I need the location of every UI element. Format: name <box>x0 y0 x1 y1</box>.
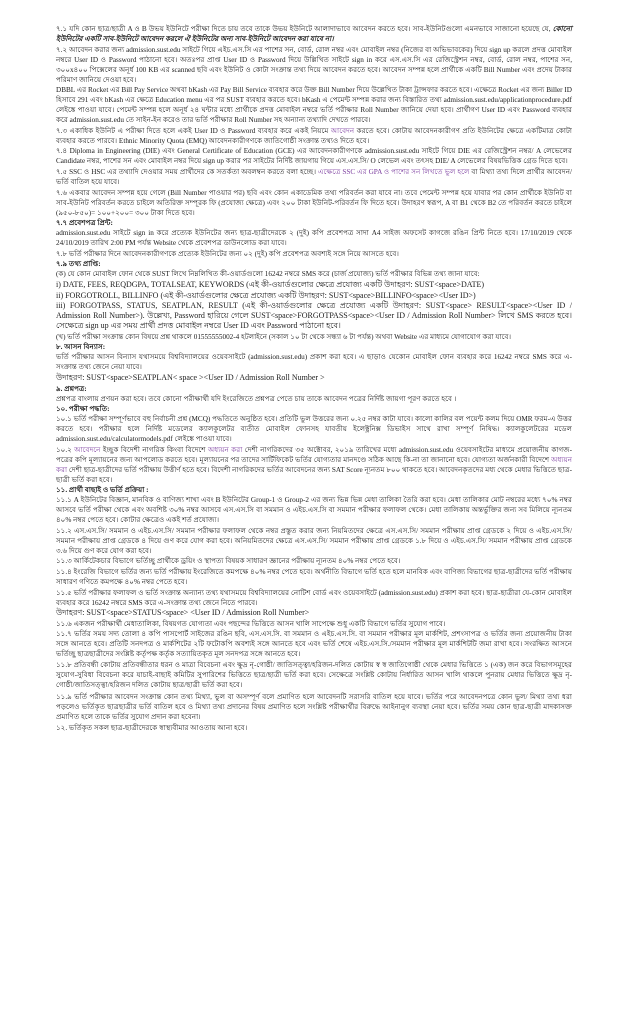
section-9: প্রশ্নপত্র বাংলায় প্রণয়ন করা হবে। তবে কোনো পরীক্ষার্থী যদি ইংরেজিতে প্রশ্নপত্র পেতে চায় তাকে আবেদন পত্রের নির্দিষ্ট জায়গা পূরণ করতে হবে । <box>56 394 457 403</box>
section-7-9-ka: (ক) যে কোন মোবাইল ফোন থেকে SUST লিখে নিম্নলিখিত কী-ওয়ার্ডগুলো 16242 নম্বরে SMS করে (চার্জ প্রযোজ্য) ভর্তি পরীক্ষার বিভিন্ন তথ্য জানা যাবে: <box>56 270 480 279</box>
section-7-8: ৭.৮ ভর্তি পরীক্ষার দিনে আবেদনকারীগণকে প্রত্যেক ইউনিটের জন্য ০২ (দুই) কপি প্রবেশপত্র অবশ্যই সঙ্গে নিয়ে আসতে হবে। <box>56 249 399 258</box>
section-11-heading: ১১. প্রার্থী বাছাই ও ভর্তি প্রক্রিয়া : <box>56 486 149 495</box>
section-11-4: ১১.৪ ইংরেজি বিভাগে ভর্তির জন্য ভর্তি পরীক্ষায় ইংরেজিতে কমপক্ষে ৪০% নম্বর পেতে হবে। অর্থনীতি বিভাগে ভর্তি হতে হলে মানবিক এবং বাণিজ্য বিভাগের ছাত্র-ছাত্রীদের ভর্তি পরীক্ষায় সাধারণ গণিতে কমপক্ষে ৪০% নম্বর পেতে হবে। <box>56 568 572 587</box>
section-11-6: ১১.৬ একজন পরীক্ষার্থী মেধাতালিকা, বিষয়গত যোগ্যতা এবং পছন্দের ভিত্তিতে আসন খালি সাপেক্ষে শুধু একটি বিভাগে ভর্তির সুযোগ পাবে। <box>56 619 446 628</box>
section-11-2: ১১.২ এস.এস.সি/ সমমান ও এইচ.এস.সি/ সমমান পরীক্ষার ফলাফল থেকে নম্বর প্রস্তুত করার জন্য নিয়মিতদের ক্ষেত্রে এস.এস.সি/ সমমান পরীক্ষায় প্রাপ্ত গ্রেডকে ২ দিয়ে ও এইচ.এস.সি/ সমমান পরীক্ষায় প্রাপ্ত গ্রেডকে ৪ দিয়ে গুণ করে যোগ করা হবে। অনিয়মিতদের ক্ষেত্রে এস.এস.সি/ সমমান পরীক্ষায় প্রাপ্ত গ্রেডকে ১.৮ দিয়ে ও এইচ.এস.সি/ সমমান পরীক্ষায় প্রাপ্ত গ্রেডকে ৩.৬ দিয়ে গুণ করে যোগ করা হবে। <box>56 526 572 555</box>
section-8-example: উদাহরণ: SUST<space>SEATPLAN< space ><User ID / Admission Roll Number > <box>56 372 325 382</box>
section-11-5-example: উদাহরণ: SUST<space>STATUS<space> <User ID / Admission Roll Number> <box>56 608 310 618</box>
section-10-heading: ১০. পরীক্ষা পদ্ধতি: <box>56 405 110 414</box>
section-7-5: ৭.৫ SSC ও HSC এর তথ্যাদি দেওয়ার সময় প্রার্থীদের কে সতর্কতা অবলম্বন করতে বলা হচ্ছে। এক্ষেত্রে SSC এর GPA ও পাশের সন লিখতে ভুল হলে বা মিথ্যা তথ্য দিলে প্রার্থীর আবেদন/ভর্তি বাতিল হয়ে যাবে। <box>56 167 572 186</box>
section-7-6: ৭.৬ একবার আবেদন সম্পন্ন হয়ে গেলে (Bill Number পাওয়ার পর) ছবি এবং কোন একাডেমিক তথ্য পরিবর্তন করা যাবে না। তবে পেমেন্ট সম্পন্ন হয়ে যাবার পর কোন প্রার্থীকে ইউনিট বা সাব-ইউনিট পরিবর্তন করতে চাইলে অতিরিক্ত সম্পূরক ফি (প্রযোজ্য ক্ষেত্রে) এবং ২০০ টাকা ইউনিট-পরিবর্তন ফি দিতে হবে। উদাহরণ স্বরূপ, A বা B1 থেকে B2 তে পরিবর্তন করতে চাইলে (৯৫০-৮৫০)= ১০০+২০০= ৩০০ টাকা দিতে হবে। <box>56 188 572 217</box>
section-7-9-ii: ii) FORGOTROLL, BILLINFO (এই কী-ওয়ার্ডগুলোর ক্ষেত্রে প্রযোজ্য একটি উদাহরণ: SUST<space>BILLINFO<space><User ID>) <box>56 290 476 300</box>
section-7-9-iii: iii) FORGOTPASS, STATUS, SEATPLAN, RESULT (এই কী-ওয়ার্ডগুলোর ক্ষেত্রে প্রযোজ্য একটি উদাহরণ: SUST<space> RESULT<space><User ID / Admission Roll Number>). উল্লেখ্য, Password হারিয়ে গেলে SUST<space>FORGOTPASS<space><User ID / Admission Roll Number> লিখে SMS করতে হবে। সেক্ষেত্রে sign up এর সময় প্রার্থী প্রদত্ত মোবাইল নম্বরে User ID এবং Password পাঠানো হবে। <box>56 301 572 331</box>
section-8-heading: ৮. আসন বিন্যাস: <box>56 343 106 352</box>
section-11-8: ১১.৮ প্রতিবন্ধী কোটায় প্রতিবন্ধীতার ধরন ও মাত্রা বিবেচনা এবং ক্ষুদ্র নৃ-গোষ্ঠী/ জাতিসত্ত্বা/হরিজন-দলিত কোটায় স্ব স্ব জাতিগোষ্ঠী থেকে মেধার ভিত্তিতে ১ (এক) জন করে বিভাগসমূহের সুযোগ-সুবিধা বিবেচনা করে যাচাই-বাছাই কমিটির সুপারিশের ভিত্তিতে ছাত্র/ছাত্রী ভর্তি করা হবে। সেক্ষেত্রে সংশ্লিষ্ট কোটায় নির্ধারিত আসন খালি থাকলে পুনরায় মেধার ভিত্তিতে ক্ষুদ্র নৃ-গোষ্ঠী/জাতিসত্ত্বা/হরিজন দলিত কোটায় ছাত্র/ছাত্রী ভর্তি করা হবে। <box>56 661 573 690</box>
section-7-9-kha: (খ) ভর্তি পরীক্ষা সংক্রান্ত কোন বিষয়ে প্রশ্ন থাকলে 01555555002-4 হটলাইনে (সকাল ১০ টা থেকে সন্ধ্যা ৬ টা পর্যন্ত) অথবা Website এর মাধ্যমে যোগাযোগ করা যাবে। <box>56 332 512 341</box>
admission-notice-page <box>56 24 572 733</box>
section-10-1: ১০.১ ভর্তি পরীক্ষা সম্পূর্ণভাবে বহু নির্বাচনী প্রশ্ন (MCQ) পদ্ধতিতে অনুষ্ঠিত হবে। প্রতিটি ভুল উত্তরের জন্য ০.২৫ নম্বর কাটা যাবে। কালো কালির বল পয়েন্ট কলম দিয়ে OMR ফরম-এ উত্তর করতে হবে। পরীক্ষার হলে নির্দিষ্ট মডেলের ক্যালকুলেটর ব্যতীত মোবাইল ফোনসহ যাবতীয় ইলেক্ট্রনিক্স ডিভাইস সাথে রাখা সম্পূর্ণ নিষিদ্ধ। ক্যালকুলেটরের মডেল admission.sust.edu/calculatormodels.pdf লেইঙ্কে পাওয়া যাবে। <box>56 415 572 444</box>
apply-link-2[interactable]: আবেদনে <box>74 445 101 454</box>
section-11-9: ১১.৯ ভর্তি পরীক্ষার আবেদন সংক্রান্ত কোন তথ্য মিথ্যা, ভুল বা অসম্পূর্ণ বলে প্রমাণিত হলে আবেদনটি সরাসরি বাতিল হয়ে যাবে। ভর্তির পরে আবেদনপত্রে কোন ভুল/ মিথ্যা তথ্য ধরা পড়লেও ভর্তিকৃত ছাত্রছাত্রীর ভর্তি বাতিল হবে ও মিথ্যা তথ্য প্রদানের বিষয় প্রমাণিত হলে সংশ্লিষ্ট পরীক্ষার্থীর বিরুদ্ধে আইনানুগ ব্যবস্থা নেয়া হবে। ভর্তির সময় কোন ছাত্র-ছাত্রী মাদকাসক্ত প্রমাণিত হলে তাকে ভর্তির সুযোগ প্রদান করা হবেনা। <box>56 693 572 722</box>
section-12: ১২. ভর্তিকৃত সকল ছাত্র-ছাত্রীদেরকে স্বাস্থ্যবীমার আওতায় আনা হবে। <box>56 723 248 732</box>
section-7-3: ৭.৩ একাধিক ইউনিট এ পরীক্ষা দিতে হলে একই User ID ও Password ব্যবহার করে একই নিয়মে আবেদন করতে হবে। কোটায় আবেদনকারীগণ প্রতি ইউনিটের ক্ষেত্রে একটিমাত্র কোটা ব্যবহার করতে পারবে। Ethnic Minority Quota (EMQ) আবেদনকারীগণকে জাতিগোষ্ঠী সংক্রান্ত তথ্যও দিতে হবে। <box>56 126 573 145</box>
ssc-gpa-warning-link[interactable]: এক্ষেত্রে SSC এর GPA ও পাশের সন লিখতে ভুল হলে <box>318 167 470 176</box>
section-11-3: ১১.৩ আর্কিটেকচার বিভাগে ভর্তিচ্ছু প্রার্থীকে ড্রয়িং ও স্থাপত্য বিষয়ক সাধারণ জ্ঞানের পরীক্ষায় ন্যূনতম ৪০% নম্বর পেতে হবে। <box>56 557 401 566</box>
apply-link[interactable]: আবেদন <box>330 126 355 135</box>
section-7-7: admission.sust.edu সাইটে sign in করে প্রত্যেক ইউনিটের জন্য ছাত্র-ছাত্রীদেরকে ২ (দুই) কপি প্রবেশপত্র সাদা A4 সাইজ অফসেট কাগজে রঙিন প্রিন্ট নিতে হবে। 17/10/2019 থেকে 24/10/2019 তারিখ 2:00 PM পর্যন্ত Website থেকে প্রবেশপত্র ডাউনলোড করা যাবে। <box>56 229 572 248</box>
section-7-9-i: i) DATE, FEES, REQDGPA, TOTALSEAT, KEYWORDS (এই কী-ওয়ার্ডগুলোর ক্ষেত্রে প্রযোজ্য একটি উদাহরণ: SUST<space>DATE) <box>56 279 485 289</box>
section-10-2: ১০.২ আবেদনে ইচ্ছুক বিদেশী নাগরিক কিংবা বিদেশে অধ্যয়ন করা দেশী নাগরিকদের ৩৫ অক্টোবর, ২০১৯ তারিখের মধ্যে admission.sust.edu ওয়েবসাইটের মাধ্যমে প্রয়োজনীয় কাগজ-পত্রের কপি মূল্যায়নের জন্য আপলোড করতে হবে। মূল্যায়নের পর তাদের সার্টিফিকেট ভর্তির যোগ্যতার মানদণ্ডে সঠিক আছে কি-না তা জানানো হবে। যোগ্যতা অর্জনকারী বিদেশে অধ্যয়ন করা দেশী ছাত্র-ছাত্রীদের ভর্তি পরীক্ষায় উত্তীর্ণ হতে হবে। বিদেশী নাগরিকদের ভর্তির আবেদনের জন্য SAT Score ন্যূনতম ৮০০ থাকতে হবে। আবেদনকৃতদের মধ্য থেকে মেধার ভিত্তিতে ছাত্র-ছাত্রী ভর্তি করা হবে। <box>56 445 572 484</box>
section-7-9-heading: ৭.৯ তথ্য প্রাপ্তি: <box>56 260 101 269</box>
unit-restriction-note: কোনো ইউনিটের একটি সাব-ইউনিটে আবেদন করলে ঐ ইউনিটের অন্য সাব-ইউনিটে আবেদন করা যাবে না। <box>56 25 572 43</box>
section-7-4: ৭.৪ Diploma in Engineering (DIE) এবং General Certificate of Education (GCE) এর আবেদনকারীগণকে admission.sust.edu সাইটে গিয়ে DIE এর রেজিস্ট্রেশন নম্বর/ A লেভেলের Candidate নম্বর, পাশের সন এবং মোবাইল নম্বর দিয়ে sign up করার পর সাইটের নির্দিষ্ট জায়গায় গিয়ে এস.এস.সি/ O লেভেল এবং তৎসহ DIE/ A লেভেলের বিষয়ভিত্তিক গ্রেড দিতে হবে। <box>56 147 572 166</box>
study-abroad-link[interactable]: অধ্যয়ন করা <box>207 445 243 454</box>
section-9-heading: ৯. প্রশ্নপত্র: <box>56 384 87 393</box>
section-7-1: ৭.১ যদি কোন ছাত্র/ছাত্রী A ও B উভয় ইউনিটে পরীক্ষা দিতে চায় তবে তাকে উভয় ইউনিটে আলাদাভাবে আবেদন করতে হবে। সাব-ইউনিটগুলো এমনভাবে সাজানো হয়েছে যে, কোনো ইউনিটের একটি সাব-ইউনিটে আবেদন করলে ঐ ইউনিটের অন্য সাব-ইউনিটে আবেদন করা যাবে না। <box>56 25 572 43</box>
study-abroad-link-2[interactable]: অধ্যয়ন করা <box>56 455 572 474</box>
section-11-5: ১১.৫ ভর্তি পরীক্ষার ফলাফল ও ভর্তি সংক্রান্ত অন্যান্য তথ্য যথাসময়ে বিশ্ববিদ্যালয়ের নোটিশ বোর্ড এবং ওয়েবসাইটে (admission.sust.edu) প্রকাশ করা হবে। ছাত্র-ছাত্রীরা যে-কোন মোবাইল ব্যবহার করে 16242 নম্বরে SMS করে এ-সংক্রান্ত তথ্য জেনে নিতে পারবে। <box>56 588 572 607</box>
section-8: ভর্তি পরীক্ষার আসন বিন্যাস যথাসময়ে বিশ্ববিদ্যালয়ের ওয়েবসাইটে (admission.sust.edu) প্রকাশ করা হবে। এ ছাড়াও যেকোন মোবাইল ফোন ব্যবহার করে 16242 নম্বরে SMS করে এ-সংক্রান্ত তথ্য জেনে নেয়া যাবে। <box>56 353 572 372</box>
section-7-7-heading: ৭.৭ প্রবেশপত্র প্রিন্ট: <box>56 219 113 228</box>
section-7-2-payment: DBBL এর Rocket এর Bill Pay Service অথবা bKash এর Pay Bill Service ব্যবহার করে উক্ত Bill Number দিয়ে উল্লেখিত টাকা ট্রান্সফার করতে হবে। এক্ষেত্রে Rocket এর জন্য Biller ID হিসাবে 291 এবং bKash এর ক্ষেত্রে Education menu এর পর SUST ব্যবহার করতে হবে। bKash এ পেমেন্ট সম্পন্ন করার জন্য বিস্তারিত তথ্য admission.sust.edu/applicationprocedure.pdf লেইঙ্কে পাওয়া যাবে। পেমেন্ট সম্পন্ন হলে অনূর্ধ ২৪ ঘন্টার মধ্যে প্রার্থীকে প্রদত্ত মোবাইল নম্বরে ভর্তি পরীক্ষার Roll Number জানিয়ে দেয়া হবে। প্রার্থীগণ User ID এবং Password ব্যবহার করে admission.sust.edu তে সাইন-ইন করেও তার ভর্তি পরীক্ষার Roll Number সহ অন্যান্য তথ্যাদি দেখতে পারবে। <box>56 86 572 125</box>
section-11-1: ১১.১ A ইউনিটের বিজ্ঞান, মানবিক ও বাণিজ্য শাখা এবং B ইউনিটের Group-1 ও Group-2 এর জন্য ভিন্ন ভিন্ন মেধা তালিকা তৈরি করা হবে। মেধা তালিকার মোট নম্বরের মধ্যে ৭০% নম্বর আসবে ভর্তি পরীক্ষা থেকে এবং অবশিষ্ট ৩০% নম্বর আসবে এস.এস.সি বা সমমান ও এইচ.এস.সি বা সমমান পরীক্ষার ফলাফল থেকে। মেধা তালিকায় অন্তর্ভুক্তির জন্য সব মিলিয়ে ন্যূনতম ৪০% নম্বর পেতে হবে। কোটার ক্ষেত্রেও একই শর্ত প্রযোজ্য। <box>56 496 572 525</box>
section-11-7: ১১.৭ ভর্তির সময় সদ্য তোলা ৪ কপি পাসপোর্ট সাইজের রঙিন ছবি, এস.এস.সি. বা সমমান ও এইচ.এস.সি. বা সমমান পরীক্ষার মূল মার্কশিট, প্রশংসাপত্র ও ভর্তির জন্য প্রয়োজনীয় টাকা সঙ্গে আনতে হবে। প্রতিটি সনদপত্র ও মার্কশিটের ২টি ফটোকপি অবশ্যই সঙ্গে আনতে হবে এবং ভর্তি শেষে এইচ.এস.সি./সমমান পরীক্ষার মূল মার্কশিটটি জমা রাখা হবে। সংরক্ষিত আসনে ভর্তিচ্ছু ছাত্রছাত্রীদের সংশ্লিষ্ট কর্তৃপক্ষ কর্তৃক সত্যায়িতকৃত মূল সনদপত্র সঙ্গে আনতে হবে। <box>56 630 572 659</box>
section-7-2: ৭.২ আবেদন করার জন্য admission.sust.edu সাইটে গিয়ে এইচ.এস.সি এর পাশের সন, বোর্ড, রোল নম্বর এবং মোবাইল নম্বর (নিজের বা অভিভাবকের) দিয়ে sign up করলে প্রদত্ত মোবাইল নম্বরে User ID ও Password পাঠানো হবে। অতঃপর প্রাপ্ত User ID ও Password দিয়ে উল্লিখিত সাইটে sign in করে এস.এস.সি এর রেজিস্ট্রেশন নম্বর, বোর্ড, রোল নম্বর, পাশের সন, ৩০০x৪০০ পিক্সেলের অনূর্ধ 100 KB এর scanned ছবি এবং ইউনিট ও কোটা সংক্রান্ত তথ্য দিয়ে আবেদন করতে হবে। আবেদন সম্পন্ন হলে প্রার্থীকে একটি Bill Number এবং প্রদেয় টাকার পরিমাণ জানিয়ে দেওয়া হবে। <box>56 45 572 84</box>
